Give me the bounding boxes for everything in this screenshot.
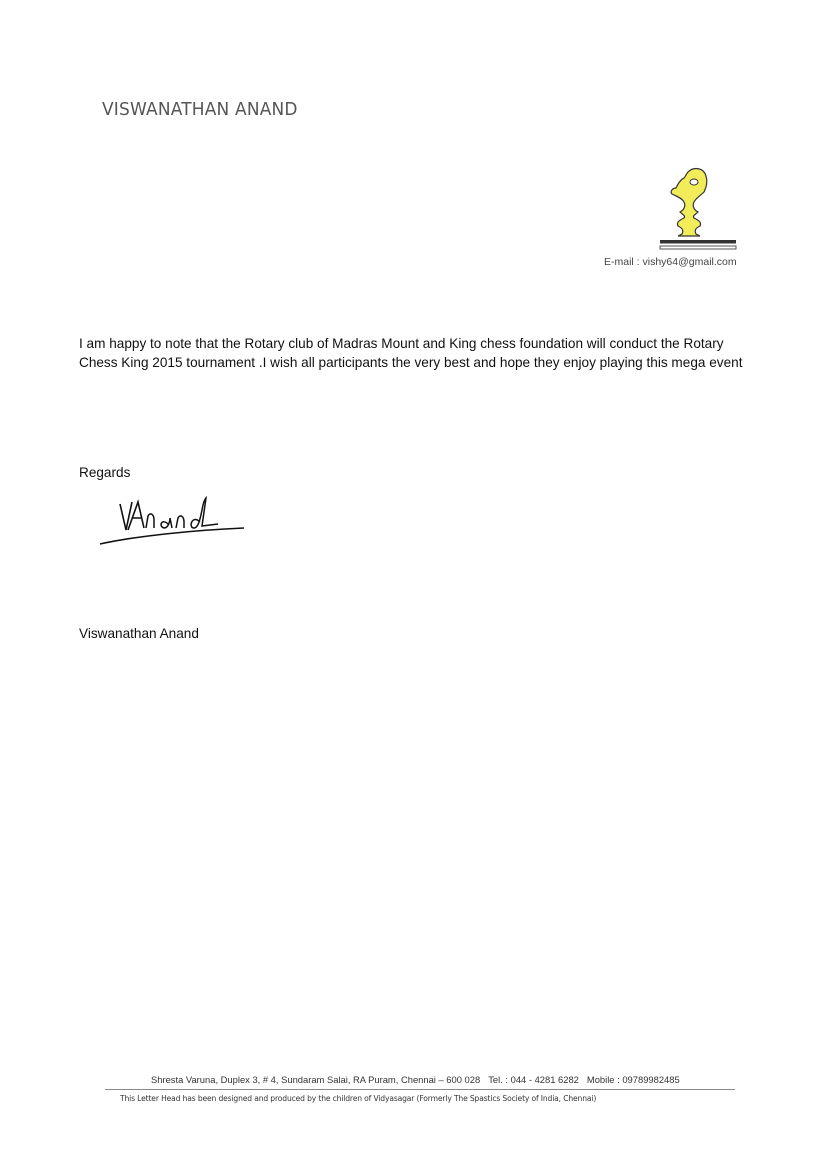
footer-tel: Tel. : 044 - 4281 6282 — [488, 1074, 579, 1085]
email: E-mail : vishy64@gmail.com — [604, 256, 737, 268]
footer-credit: This Letter Head has been designed and produced by the children of Vidyasagar (Formerly The Spastics Society of India, Chennai) — [120, 1094, 597, 1103]
footer-mobile: Mobile : 09789982485 — [586, 1074, 680, 1085]
signer-name: Viswanathan Anand — [79, 626, 199, 641]
footer-address-line — [151, 1074, 680, 1085]
footer-address: Shresta Varuna, Duplex 3, # 4, Sundaram Salai, RA Puram, Chennai – 600 028 — [151, 1074, 481, 1085]
signature — [96, 490, 248, 550]
closing: Regards — [79, 465, 131, 480]
chess-knight-icon — [658, 166, 740, 252]
footer-divider — [105, 1089, 735, 1090]
letterhead-name: VISWANATHAN ANAND — [102, 100, 298, 120]
letter-body: I am happy to note that the Rotary club of Madras Mount and King chess foundation will conduct the Rotary Chess King 2015 tournament .I wish all participants the very best and hope they enjoy playing this mega event — [79, 336, 743, 370]
